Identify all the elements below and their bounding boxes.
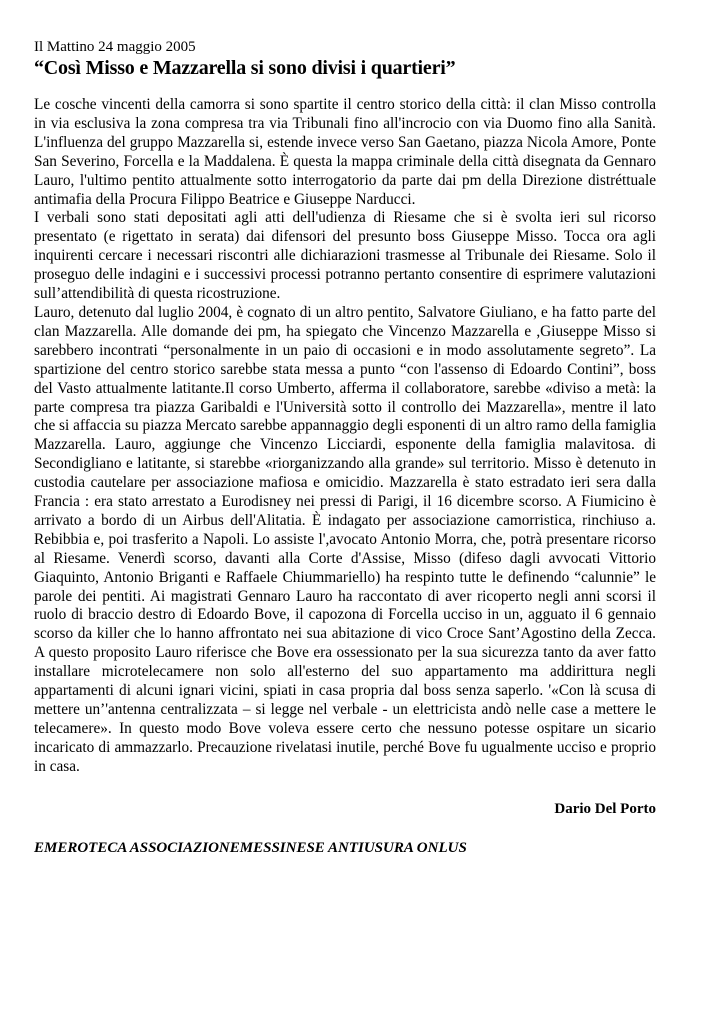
article-body: [34, 96, 656, 777]
article-paragraph: Le cosche vincenti della camorra si sono spartite il centro storico della città: il clan Misso controlla in via esclusiva la zona compresa tra via Tribunali fino all'incrocio con via Duomo fino alla Sanità. L'influenza del gruppo Mazzarella si, estende invece verso San Gaetano, piazza Nicola Amore, Ponte San Severino, Forcella e la Maddalena. È questa la mappa criminale della città disegnata da Gennaro Lauro, l'ultimo pentito attualmente sotto interrogatorio da parte dai pm della Direzione distréttuale antimafia della Procura Filippo Beatrice e Giuseppe Narducci.: [34, 96, 656, 208]
article-paragraph: Lauro, detenuto dal luglio 2004, è cognato di un altro pentito, Salvatore Giuliano, e ha fatto parte del clan Mazzarella. Alle domande dei pm, ha spiegato che Vincenzo Mazzarella e ,Giuseppe Misso si sarebbero incontrati “personalmente in un paio di occasioni e in modo assolutamente segreto”. La spartizione del centro storico sarebbe stata messa a punto “con l'assenso di Edoardo Contini”, boss del Vasto attualmente latitante.Il corso Umberto, afferma il collaboratore, sarebbe «diviso a metà: la parte compresa tra piazza Garibaldi e l'Università sotto il controllo dei Mazzarella», mentre il lato che si affaccia su piazza Mercato sarebbe appannaggio degli esponenti di un altro ramo della famiglia Mazzarella. Lauro, aggiunge che Vincenzo Licciardi, esponente della famiglia malavitosa. di Secondigliano e latitante, si starebbe «riorganizzando alla grande» sul territorio. Misso è detenuto in custodia cautelare per associazione mafiosa e omicidio. Mazzarella è stato estradato ieri sera dalla Francia : era stato arrestato a Eurodisney nei pressi di Parigi, il 16 dicembre scorso. A Fiumicino è arrivato a bordo di un Airbus dell'Alitatia. È indagato per associazione camorristica, rinchiuso a. Rebibbia e, poi trasferito a Napoli. Lo assiste l',avocato Antonio Morra, che, potrà presentare ricorso al Riesame. Venerdì scorso, davanti alla Corte d'Assise, Misso (difeso dagli avvocati Vittorio Giaquinto, Antonio Briganti e Raffaele Chiummariello) ha respinto tutte le definendo “calunnie” le parole dei pentiti. Ai magistrati Gennaro Lauro ha raccontato di aver ricoperto negli anni scorsi il ruolo di braccio destro di Edoardo Bove, il capozona di Forcella ucciso in un, agguato il 6 gennaio scorso da killer che lo hanno affrontato nei sua abitazione di vico Croce Sant’Agostino della Zecca. A questo proposito Lauro riferisce che Bove era ossessionato per la sua sicurezza tanto da aver fatto installare microtelecamere non solo all'esterno del suo appartamento ma addirittura negli appartamenti di alcuni ignari vicini, spiati in casa propria dal boss senza saperlo. '«Con là scusa di mettere un’'antenna centralizzata – si legge nel verbale - un elettricista andò nelle case a mettere le telecamere». In questo modo Bove voleva essere certo che nessuno potesse ospitare un sicario incaricato di ammazzarlo. Precauzione rivelatasi inutile, perché Bove fu ugualmente ucciso e proprio in casa.: [34, 303, 656, 775]
article-author: Dario Del Porto: [554, 800, 656, 817]
article-dateline: Il Mattino 24 maggio 2005: [34, 39, 196, 55]
archive-footer: EMEROTECA ASSOCIAZIONEMESSINESE ANTIUSURA ONLUS: [34, 839, 467, 856]
article-page: [34, 38, 656, 857]
article-headline: “Così Misso e Mazzarella si sono divisi i quartieri”: [34, 57, 456, 79]
article-paragraph: I verbali sono stati depositati agli atti dell'udienza di Riesame che si è svolta ieri sul ricorso presentato (e rigettato in serata) dai difensori del presunto boss Giuseppe Misso. Tocca ora agli inquirenti cercare i necessari riscontri alle dichiarazioni trasmesse al Tribunale dei Riesame. Solo il proseguo delle indagini e i successivi processi potranno pertanto consentire di esprimere valutazioni sull’attendibilità di questa ricostruzione.: [34, 209, 656, 303]
